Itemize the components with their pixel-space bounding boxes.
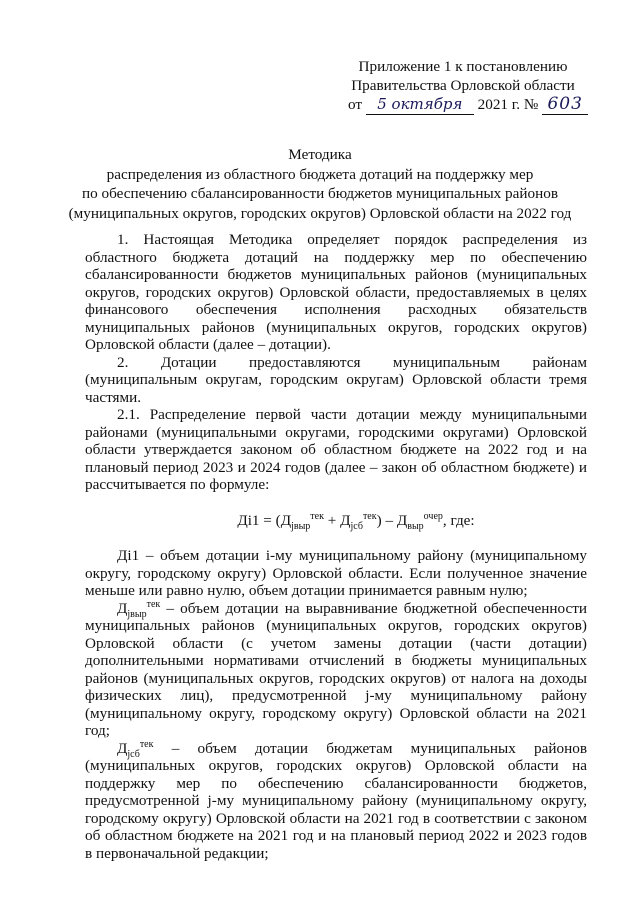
definition-d-sb [85, 740, 587, 863]
definition-d-sb-text: – объем дотации бюджетам муниципальных районов (муниципальных округов, городских округов) Орловской области на поддержку мер по обеспечению сбалансированности бюджетов, предусмотренной j-му муниципальному району (муниципальному округу, городскому округу) Орловской области на 2021 год в соответствии с законом об областном бюджете на 2021 год и на плановый период 2022 и 2023 годов в первоначальной редакции; [85, 739, 587, 862]
approval-header [348, 57, 583, 115]
year-label: 2021 г. № [477, 96, 539, 113]
paragraph-2: 2. Дотации предоставляются муниципальным районам (муниципальным округам, городским округам) Орловской области тремя частями. [85, 353, 587, 406]
formula-sub-2: jсб [350, 520, 363, 532]
formula-sub-3: выр [407, 520, 424, 532]
definition-d-i1: Дi1 – объем дотации i-му муниципальному району (муниципальному округу, городскому округу) Орловской области. Если полученное значение меньше или равно нулю, объем дотации принимается равным нулю; [85, 547, 587, 599]
document-title [40, 145, 600, 223]
title-line-2: распределения из областного бюджета дотаций на поддержку мер [106, 165, 534, 183]
symbol-d-sb-sub: jсб [127, 748, 140, 760]
title-line-1: Методика [288, 146, 352, 163]
formula-tail: , где: [442, 511, 475, 529]
title-line-4: (муниципальных округов, городских округов) Орловской области на 2022 год [68, 204, 572, 222]
formula-sup-2: тек [362, 510, 377, 522]
header-date-line [348, 94, 583, 115]
symbol-d-sb-sup: тек [139, 738, 154, 750]
formula [85, 512, 587, 530]
document-body [85, 231, 587, 862]
title-line-3: по обеспечению сбалансированности бюджетов муниципальных районов [82, 185, 558, 202]
symbol-d-vyr-sup: тек [146, 598, 161, 610]
formula-plus: + Д [323, 511, 351, 529]
definition-d-vyr [85, 600, 587, 740]
header-line-1: Приложение 1 к постановлению [358, 58, 568, 75]
paragraph-2-1: 2.1. Распределение первой части дотации между муниципальными районами (муниципальными округами, городскими округами) Орловской области утверждается законом об областном бюджете на 2022 год и на плановый период 2023 и 2024 годов (далее – закон об областном бюджете) и рассчитывается по формуле: [85, 406, 587, 493]
formula-sup-3: очер [423, 510, 443, 522]
formula-sub-1: jвыр [291, 520, 311, 532]
paragraph-1: 1. Настоящая Методика определяет порядок распределения из областного бюджета дотаций на поддержку мер по обеспечению сбалансированности бюджетов муниципальных районов (муниципальных округов, городских округов) Орловской области, предоставляемых в целях финансового обеспечения исполнения расходных обязательств муниципальных районов (муниципальных округов, городских округов) Орловской области (далее – дотации). [85, 231, 587, 353]
formula-minus: ) – Д [376, 511, 408, 529]
symbol-d-vyr: Д [117, 599, 128, 617]
definition-d-vyr-text: – объем дотации на выравнивание бюджетной обеспеченности муниципальных районов (муниципальных округов, городских округов) Орловской области (с учетом замены дотации (части дотации) дополнительными нормативами отчислений в бюджеты муниципальных районов (муниципальных округов, городских округов) от налога на доходы физических лиц), предусмотренной j-му муниципальному району (муниципальному округу, городскому округу) Орловской области на 2021 год; [85, 599, 587, 739]
handwritten-number: 603 [542, 95, 588, 115]
formula-lhs: Дi1 = (Д [237, 511, 292, 529]
symbol-d-sb: Д [117, 739, 128, 757]
handwritten-date: 5 октября [366, 95, 474, 115]
symbol-d-vyr-sub: jвыр [127, 608, 147, 620]
date-prefix: от [348, 96, 363, 113]
header-line-2: Правительства Орловской области [351, 77, 575, 94]
formula-sup-1: тек [310, 510, 324, 522]
